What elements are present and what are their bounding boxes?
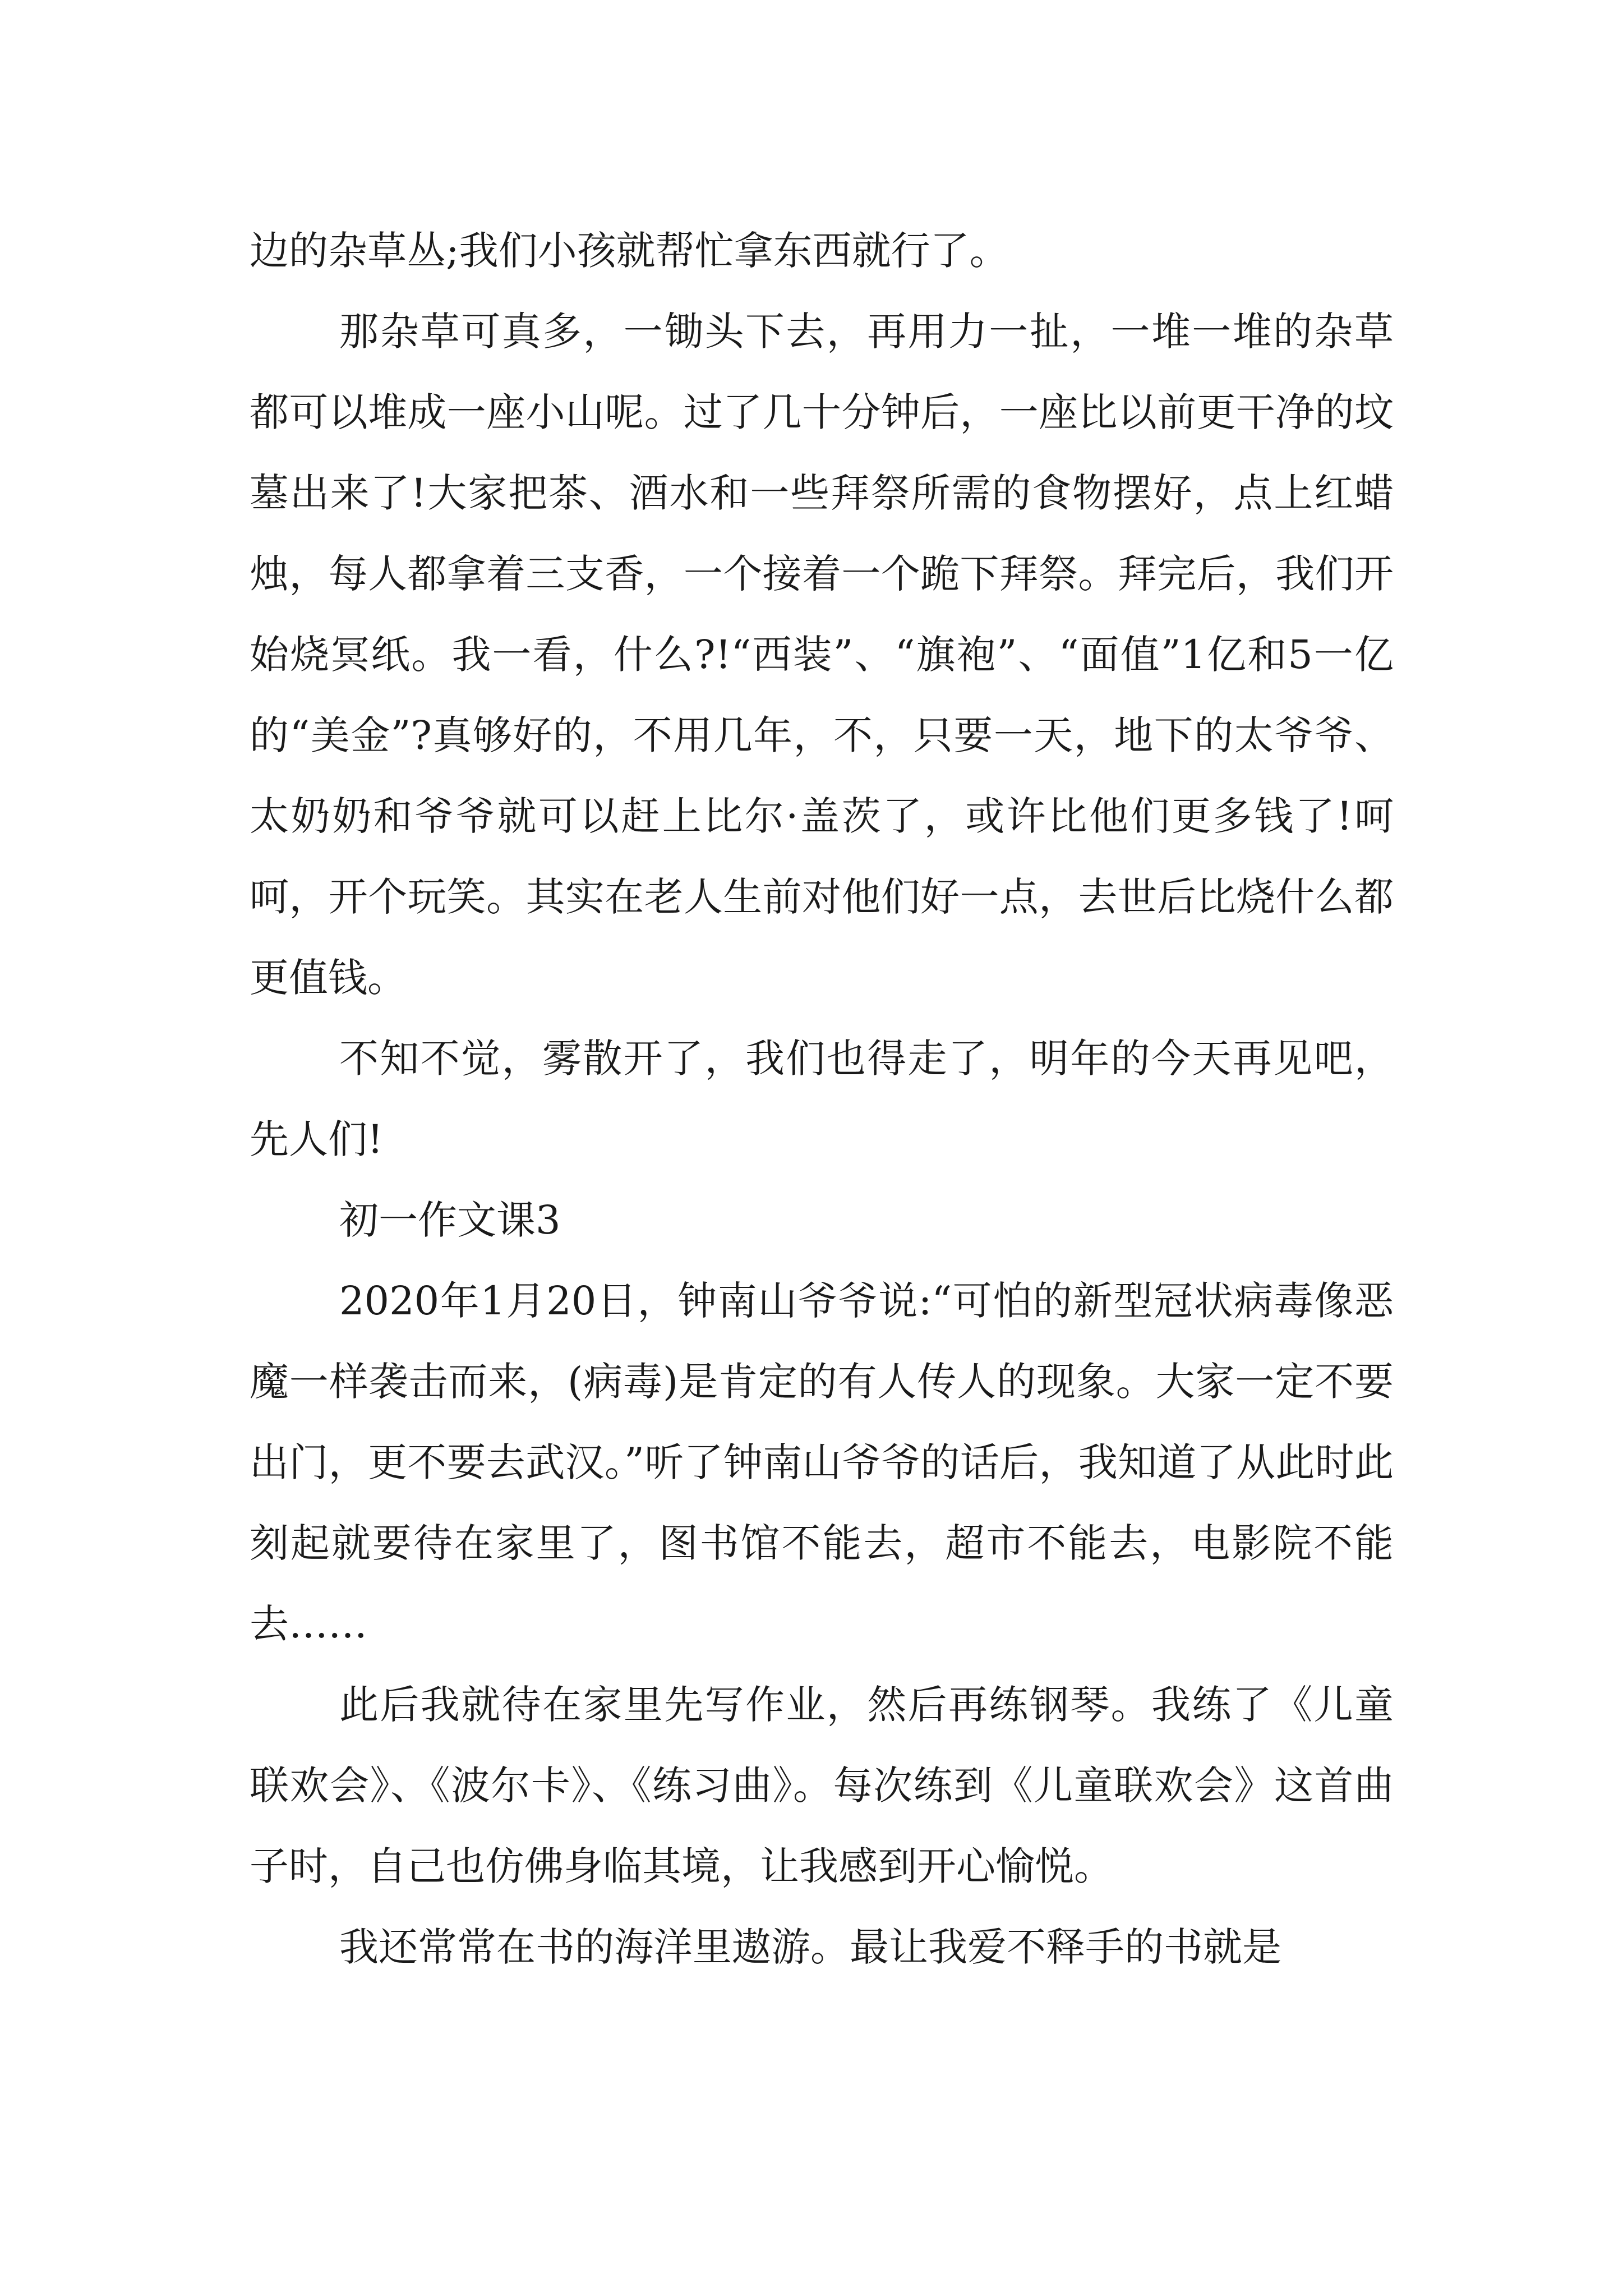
section-heading: 初一作文课3 <box>339 1197 561 1243</box>
paragraph-1: 边的杂草丛;我们小孩就帮忙拿东西就行了。 <box>250 228 1009 274</box>
paragraph-4: 2020年1月20日，钟南山爷爷说:“可怕的新型冠状病毒像恶魔一样袭击而来，(病毒)是肯定的有人传人的现象。大家一定不要出门，更不要去武汉。”听了钟南山爷爷的话后，我知道了从此时此刻起就要待在家里了，图书馆不能去，超市不能去，电影院不能去…… <box>250 1278 1394 1647</box>
paragraph-5: 此后我就待在家里先写作业，然后再练钢琴。我练了《儿童联欢会》、《波尔卡》、《练习曲》。每次练到《儿童联欢会》这首曲子时，自己也仿佛身临其境，让我感到开心愉悦。 <box>250 1682 1394 1889</box>
paragraph-6: 我还常常在书的海洋里遨游。最让我爱不释手的书就是 <box>339 1924 1281 1970</box>
paragraph-3: 不知不觉，雾散开了，我们也得走了，明年的今天再见吧，先人们! <box>250 1036 1394 1162</box>
paragraph-2: 那杂草可真多，一锄头下去，再用力一扯，一堆一堆的杂草都可以堆成一座小山呢。过了几十分钟后，一座比以前更干净的坟墓出来了!大家把茶、酒水和一些拜祭所需的食物摆好，点上红蜡烛，每人都拿着三支香，一个接着一个跪下拜祭。拜完后，我们开始烧冥纸。我一看，什么?!“西装”、“旗袍”、“面值”1亿和5一亿的“美金”?真够好的，不用几年，不，只要一天，地下的太爷爷、太奶奶和爷爷就可以赶上比尔·盖茨了，或许比他们更多钱了!呵呵，开个玩笑。其实在老人生前对他们好一点，去世后比烧什么都更值钱。 <box>250 309 1394 1001</box>
document-body <box>250 210 1394 1987</box>
